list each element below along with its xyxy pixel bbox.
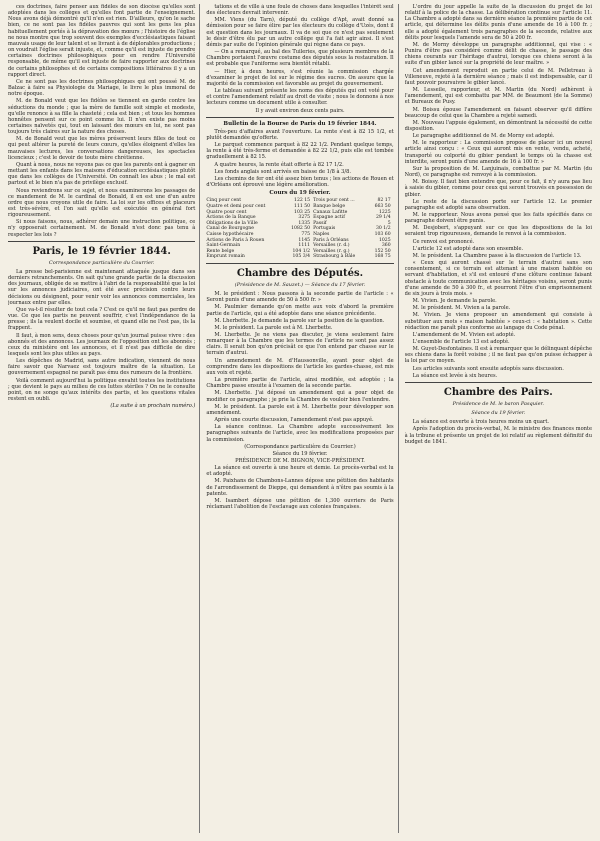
security-name: Espagne actif — [313, 215, 345, 221]
security-name: Naples — [313, 231, 330, 237]
price-row — [206, 254, 393, 260]
security-price: 360 — [381, 243, 391, 249]
security-price: 105 3/4 — [292, 254, 311, 260]
paragraph: Un amendement de M. d'Haussonville, ayant pour objet de comprendre dans les dispositions de l'article les gardes-chasse, est mis aux voix et rejeté. — [206, 357, 394, 376]
column-3 — [405, 4, 592, 833]
paragraph: Les articles suivants sont ensuite adoptés sans discussion. — [412, 365, 564, 372]
paragraph: M. Boissu épouse l'amendement en faisant observer qu'il diffère beaucoup de celui que la Chambre a rejeté samedi. — [404, 106, 592, 119]
security-name: Versailles (r. g.) — [313, 248, 350, 254]
paragraph: M. de Bonald veut que les fidèles se tiennent en garde contre les séductions du monde ; que la mère de famille soit simple et modeste, qu'elle renonce à sa fille la chasteté ; cela est bien ; et tous les hommes honnêtes pensent sur ce point comme lui. Il n'en existe pas moins certaines naïvetés qui, tout en laissant des mœurs en lui, ne sont pas toujours très claires sur la nature des choses. — [8, 98, 196, 136]
presidence-note: PRÉSIDENCE DE M. BIGNON, VICE-PRÉSIDENT. — [235, 457, 365, 464]
paragraph: M. Lherbette. J'ai déposé un amendement qui a pour objet de modifier ce paragraphe ; je prie la Chambre de vouloir bien l'entendre. — [206, 390, 394, 403]
presidence-note: Présidence de M. le baron Pasquier. — [452, 400, 544, 407]
paragraph: Après une courte discussion, l'amendement n'est pas appuyé. — [214, 417, 374, 424]
security-price: 103 25 — [294, 209, 311, 215]
paragraph: MM. Viens (du Tarn), député du collège d'Apt, avait donné sa démission pour se faire élire par les électeurs du collège d'Uzès, dont il est question dans les journaux. Il va de soi que ce n'est pas seulement le désir d'être élu par un autre collège qui l'a fait agir ainsi. Il s'est démis par suite de l'opinion générale qui règne dans ce pays. — [206, 17, 394, 48]
paragraph: Si nous faisons, nous, adhérer demain une instruction politique, ce n'y opposerait certainement. M. de Bonald n'est donc pas tenu à respecter les lois ? — [8, 219, 196, 238]
paragraph: — On a remarqué, au bal des Tuileries, que plusieurs membres de la Chambre portaient l'œuvre costume des députés sous la restauration. Il est probable que l'uniforme sera bientôt rétabli. — [206, 49, 394, 68]
security-name: Quatre et demi pour cent — [206, 203, 266, 209]
security-price: 30 1/2 — [375, 226, 391, 232]
security-price: 1111 — [298, 243, 311, 249]
security-price: 111 50 — [294, 203, 311, 209]
paragraph: L'ensemble de l'article 13 est adopté. — [412, 338, 510, 345]
divider — [206, 263, 393, 264]
security-name: Obligations de la Ville — [206, 220, 258, 226]
security-price: 168 75 — [374, 254, 391, 260]
security-price: 82 17 — [377, 198, 391, 204]
continuation-note: (La suite à un prochain numéro.) — [110, 403, 196, 410]
paragraph: M. Vivien. Je viens proposer un amendement qui consiste à substituer aux mots « maison habitée » ceux-ci : « habitation ». Cette rédaction me paraît plus conforme au langage du Code pénal. — [404, 312, 592, 331]
paragraph: M. Boissy. Il faut bien entendre que, pour ce fait, il n'y aura pas lieu à saisie du gibier, comme pour ceux qui seront trouvés en possession de gibier. — [404, 179, 592, 198]
security-price: 122 15 — [294, 198, 311, 204]
paragraph: Le reste de la discussion porte sur l'article 12. Le premier paragraphe est adopté sans observation. — [404, 198, 592, 211]
paragraph: Nous reviendrons sur ce sujet, et nous examinerons les passages de ce mandement de M. le cardinal de Bonald, il en est une d'un autre ordre que nous croyons utile de faire. La loi sur les offices et placeurs est très-sévère, et l'on sait qu'elle est exécutée en général fort rigoureusement. — [8, 187, 196, 219]
security-price: 1082 50 — [291, 226, 311, 232]
divider — [405, 382, 592, 383]
paragraph: L'article 12 est adopté dans son ensemble. — [412, 245, 524, 252]
security-price: 1335 — [298, 220, 311, 226]
session-date: Séance du 19 février. — [272, 450, 328, 457]
paragraph: M. Nouveau l'appuie également, en démontrant la nécessité de cette disposition. — [404, 119, 592, 132]
paragraph: — Hier, à deux heures, s'est réunie la commission chargée d'examiner le projet de loi sur le régime des sucres. On assure que la majorité de la commission est favorable au projet du gouvernement. — [206, 68, 394, 87]
security-name: Trois pour cent ... — [313, 198, 355, 204]
paragraph: M. Guyet-Desfontaines. Il est à remarquer que le délinquant dépêche ses chiens dans la forêt voisine ; il ne faut pas qu'on puisse échapper à la loi par ce moyen. — [404, 346, 592, 365]
session-note: (Présidence de M. Sauzet.) — Séance du 17 février. — [234, 281, 366, 288]
paragraph: M. Lherbette. Je demande la parole sur la position de la question. — [214, 317, 385, 324]
security-name: Canaux Lafitte — [313, 209, 348, 215]
paragraph: La séance est levée à six heures. — [412, 372, 498, 379]
section-heading-pairs: Chambre des Pairs. — [443, 386, 553, 398]
paragraph: A quatre heures, la rente était offerte à 82 17 1/2. — [214, 161, 344, 168]
bourse-title: Bulletin de la Bourse de Paris du 19 février 1844. — [223, 120, 377, 127]
column-1 — [8, 4, 200, 833]
col1-top-text — [8, 4, 195, 238]
security-name: Emprunt romain — [206, 254, 245, 260]
paragraph: M. le rapporteur. Nous avons pensé que les faits spécifiés dans ce paragraphe doivent être punis. — [404, 212, 592, 225]
paragraph: Après l'adoption du procès-verbal, M. le ministre des finances monte à la tribune et présente un projet de loi relatif au règlement définitif du budget de 1841. — [404, 426, 592, 445]
paragraph: M. le président. La Chambre passe à la discussion de l'article 13. — [412, 252, 582, 259]
security-name: Portugais — [313, 226, 336, 232]
paragraph: La séance est ouverte à une heure et demie. Le procès-verbal est lu et adopté. — [206, 465, 394, 478]
col1-bottom-text — [8, 269, 195, 409]
paragraph: Il y avait environ deux cents pairs. — [255, 107, 345, 114]
correspondence-note: (Correspondance particulière du Courrier.) — [244, 443, 356, 450]
paragraph: L'amendement de M. Vivien est adopté. — [412, 331, 516, 338]
paragraph: Sur la proposition de M. Lanjuinais, combattue par M. Martin (du Nord), ce paragraphe est renvoyé à la commission. — [404, 165, 592, 179]
paragraph: La presse bel-parisienne est maintenant attaquée jusque dans ses derniers retranchements. On sait qu'une grande partie de la discussion des journaux, obligée de se mettre à l'abri de la responsabilité que la loi sur les annonces judiciaires, ont été avec précision contre leurs décisions ou désignent, pour venir voir les annonces commerciales, les journaux entre par elles. — [8, 268, 196, 306]
security-price: 1025 — [378, 237, 391, 243]
divider — [8, 241, 195, 242]
paragraph: Ce renvoi est prononcé. — [412, 238, 475, 245]
security-price: 103 60 — [374, 231, 391, 237]
security-price: 104 1/2 — [292, 248, 311, 254]
security-name: Quatre pour cent — [206, 209, 247, 215]
paragraph: La séance est ouverte à trois heures moins un quart. — [412, 419, 550, 426]
security-name: Banque belge — [313, 203, 346, 209]
paragraph: M. Desjobert, s'appuyant sur ce que les dispositions de la loi seraient trop rigoureuses, demande le renvoi à la commission. — [404, 225, 592, 238]
session-date: Séance du 19 février. — [471, 410, 526, 417]
security-name: Saint-Germain — [206, 243, 241, 249]
paragraph: M. Paulmier demande qu'on mette aux voix d'abord la première partie de l'article, qui a été adoptée dans une séance précédente. — [206, 304, 394, 317]
security-price: 663 50 — [374, 203, 391, 209]
paragraph: M. le président. M. Vivien a la parole. — [412, 305, 511, 312]
paragraph: M. Isambert dépose une pétition de 1,300 ouvriers de Paris réclamant l'abolition de l'esclavage aux colonies françaises. — [206, 497, 394, 511]
security-name: Cinq pour cent — [206, 198, 242, 204]
security-price: 152 50 — [374, 248, 391, 254]
paragraph: Voilà comment aujourd'hui la politique envahit toutes les institutions ; que devient le pays au milieu de ces luttes stériles ? On ne le consulte point, on ne songe qu'aux intérêts des partis, et les questions vitales restent en oubli. — [8, 377, 196, 403]
paragraph: Le parquet commence parquet à 82 22 1/2. Pendant quelque temps, la rente à été très-ferme et demandée à 82 22 1/2, puis elle est tombée graduellement à 82 15. — [206, 142, 394, 161]
price-table — [206, 198, 393, 260]
security-name: Passif — [313, 220, 327, 226]
security-name: Paris à Orléans — [313, 237, 349, 243]
newspaper-page — [8, 4, 592, 833]
column-2 — [206, 4, 398, 833]
paragraph: M. le président. La parole est à M. Lherbette pour développer son amendement. — [206, 403, 394, 416]
security-name: Strasbourg à Bâle — [313, 254, 356, 260]
security-name: Canal de Bourgogne — [206, 226, 254, 232]
section-heading-deputes: Chambre des Députés. — [236, 267, 364, 279]
paragraph: M. Lherbette. Je ne viens pas discuter, je viens seulement faire remarquer à la Chambre que les termes de l'article ne sont pas assez clairs. Il serait bon qu'on précisât ce que l'on entend par chasse sur le terrain d'autrui. — [206, 332, 394, 357]
security-price: 3275 — [298, 215, 311, 221]
section-heading-paris: Paris, le 19 février 1844. — [32, 245, 171, 257]
paragraph: M. Paixhans de Chambons-Lannes dépose une pétition des habitants de l'arrondissement de Dieppe, qui demandent à n'être pas soumis à la patente. — [206, 478, 394, 497]
paragraph: Les dépêches de Madrid, sans autre indication, viennent de nous faire savoir que Narvaez est toujours maître de la situation. Le gouvernement espagnol ne paraît pas ému des rumeurs de la frontière. — [8, 358, 196, 377]
col3-text — [405, 4, 592, 379]
paragraph: M. le président : Nous passons à la seconde partie de l'article : « Seront punis d'une amende de 50 à 500 fr. » — [206, 291, 394, 304]
security-name: Caisse hypothécaire — [206, 231, 254, 237]
security-name: Rente belge — [206, 248, 235, 254]
security-price: 1225 — [378, 209, 391, 215]
prices-title: Cours du 19 février. — [269, 190, 331, 197]
security-price: 1145 — [298, 237, 311, 243]
security-price: 5 — [387, 220, 391, 226]
paragraph: Ce ne sont pas les doctrines philosophiques qui ont poussé M. de Balzac à faire sa Physiologie du Mariage, le livre le plus immoral de notre époque. — [8, 78, 196, 98]
paragraph: tations et de ville à une foule de choses dans lesquelles l'intérêt seul des électeurs devrait intervenir. — [206, 4, 394, 17]
paragraph: Quant à nous, nous ne voyons pas ce que les parents ont à gagner en mettant les enfants dans les maisons d'éducation ecclésiastiques plutôt que dans les collèges de l'Université. On connaît les abus ; le mal est partout et le bien n'a pas de privilège exclusif. — [8, 161, 196, 187]
paragraph: M. le président. La parole est à M. Lherbette. — [214, 324, 333, 331]
paragraph: ces doctrines, faire penser aux fidèles de son diocèse qu'elles sont adoptées dans les collèges et qu'elles font partie de l'enseignement. Nous avons déjà démontré qu'il n'en est rien. D'ailleurs, qu'on le sache bien, ce ne sont pas les fidèles pauvres qui sont les gens les plus habituellement portés à la dépravation des mœurs ; l'histoire de l'église ne nous montre que trop souvent des exemples d'ecclésiastiques faisant mauvais usage de leur talent et se livrant à de déplorables productions ; on voudrait l'église serait injuste, et, comme qu'il est injuste de prendre certaines doctrines philosophiques pour en rendre l'Université responsable, de même qu'il est injuste de faire rapporter aux doctrines de certains philosophes et de certains compositions littéraires il y a un rapport direct. — [8, 4, 196, 78]
paragraph: La première partie de l'article, ainsi modifiée, est adoptée ; la Chambre passe ensuite à l'examen de la seconde partie. — [206, 377, 394, 390]
paragraph: M. de Morny développe un paragraphe additionnel, qui vise : « Punira d'être pas considéré comme délit de chasse, le passage des chiens courants sur l'héritage d'autrui, lorsque ces chiens seront à la suite d'un gibier lancé sur la propriété de leur maître. » — [404, 41, 592, 67]
divider — [206, 117, 393, 118]
paragraph: « Ceux qui auront chassé sur le terrain d'autrui sans son consentement, si ce terrain est attenant à une maison habitée ou servant d'habitation, et s'il est entouré d'une clôture continue faisant obstacle à toute communication avec les héritages voisins, seront punis d'une amende de 50 à 300 fr., et pourront l'être d'un emprisonnement de six jours à trois mois. » — [404, 260, 592, 297]
paragraph: Le tableau suivant présente les noms des députés qui ont voté pour et contre l'amendement relatif au droit de visite ; nous le donnons à nos lecteurs comme un document utile à consulter. — [206, 88, 394, 107]
paragraph: Il faut, à mon sens, deux choses pour qu'un journal puisse vivre : des abonnés et des annonces. Les journaux de l'opposition ont les abonnés ; ceux du ministère ont les annonces, et il n'est pas difficile de dire lesquels sont les plus utiles au pays. — [8, 332, 196, 357]
paragraph: Que va-t-il résulter de tout cela ? C'est ce qu'il ne faut pas perdre de vue. Ce que les partis ne peuvent souffrir, c'est l'indépendance de la presse ; ils la veulent docile et soumise, et quand elle ne l'est pas, ils la frappent. — [8, 306, 196, 332]
paragraph: Les chemins de fer ont été assez bien tenus ; les actions de Rouen et d'Orléans ont éprouvé une légère amélioration. — [206, 175, 394, 189]
paragraph: Cet amendement reproduit en partie celui de M. Pelletreau à Villeneuve, rejeté à la dernière séance ; mais il est indispensable, car il faut pouvoir poursuivre le gibier lancé. — [404, 67, 592, 86]
paragraph: La séance continue. La Chambre adopte successivement les paragraphes suivants de l'article, avec les modifications proposées par la commission. — [206, 424, 394, 443]
paragraph: Les fonds anglais sont arrivés en baisse de 1/8 à 3/8. — [214, 168, 351, 175]
security-price: 775 — [301, 231, 311, 237]
security-name: Versailles (r. d.) — [313, 243, 350, 249]
paragraph: M. le rapporteur : La commission propose de placer ici un nouvel article ainsi conçu : « Ceux qui auront mis en vente, vendu, acheté, transporté ou colporté du gibier pendant le temps où la chasse est interdite, seront punis d'une amende de 16 à 100 fr. » — [404, 140, 592, 165]
paragraph: M. Lesseile, rapporteur, et M. Martin (du Nord) adhèrent à l'amendement, qui est combattu par MM. de Beaumont (de la Somme) et Bureaux de Pusy. — [404, 87, 592, 106]
paragraph: Le paragraphe additionnel de M. de Morny est adopté. — [412, 133, 555, 140]
paragraph: M. Vivien. Je demande la parole. — [412, 298, 497, 305]
paragraph: L'ordre du jour appelle la suite de la discussion du projet de loi relatif à la police de la chasse. La délibération continue sur l'article 11. La Chambre a adopté dans sa dernière séance la première partie de cet article, qui détermine les délits punis d'une amende de 16 à 100 fr. ; elle a adopté également trois paragraphes de la seconde, relative aux délits pour lesquels l'amende sera de 50 à 200 fr. — [404, 4, 592, 41]
paragraph: Très-peu d'affaires avant l'ouverture. La rente s'est à 82 15 1/2, et plutôt demandée qu'offerte. — [206, 128, 394, 141]
security-name: Actions de la Banque — [206, 215, 256, 221]
paragraph: M. de Bonald veut que les mères préservent leurs filles de tout ce qui peut altérer la pureté de leurs cœurs, qu'elles éloignent d'elles les mauvaises lectures, les conversations dangereuses, les spectacles licencieux ; c'est le devoir de toute mère chrétienne. — [8, 136, 196, 161]
security-name: Actions de Paris à Rouen — [206, 237, 265, 243]
correspondence-note: Correspondance particulière du Courrier. — [48, 259, 155, 266]
security-price: 29 1/4 — [375, 215, 391, 221]
